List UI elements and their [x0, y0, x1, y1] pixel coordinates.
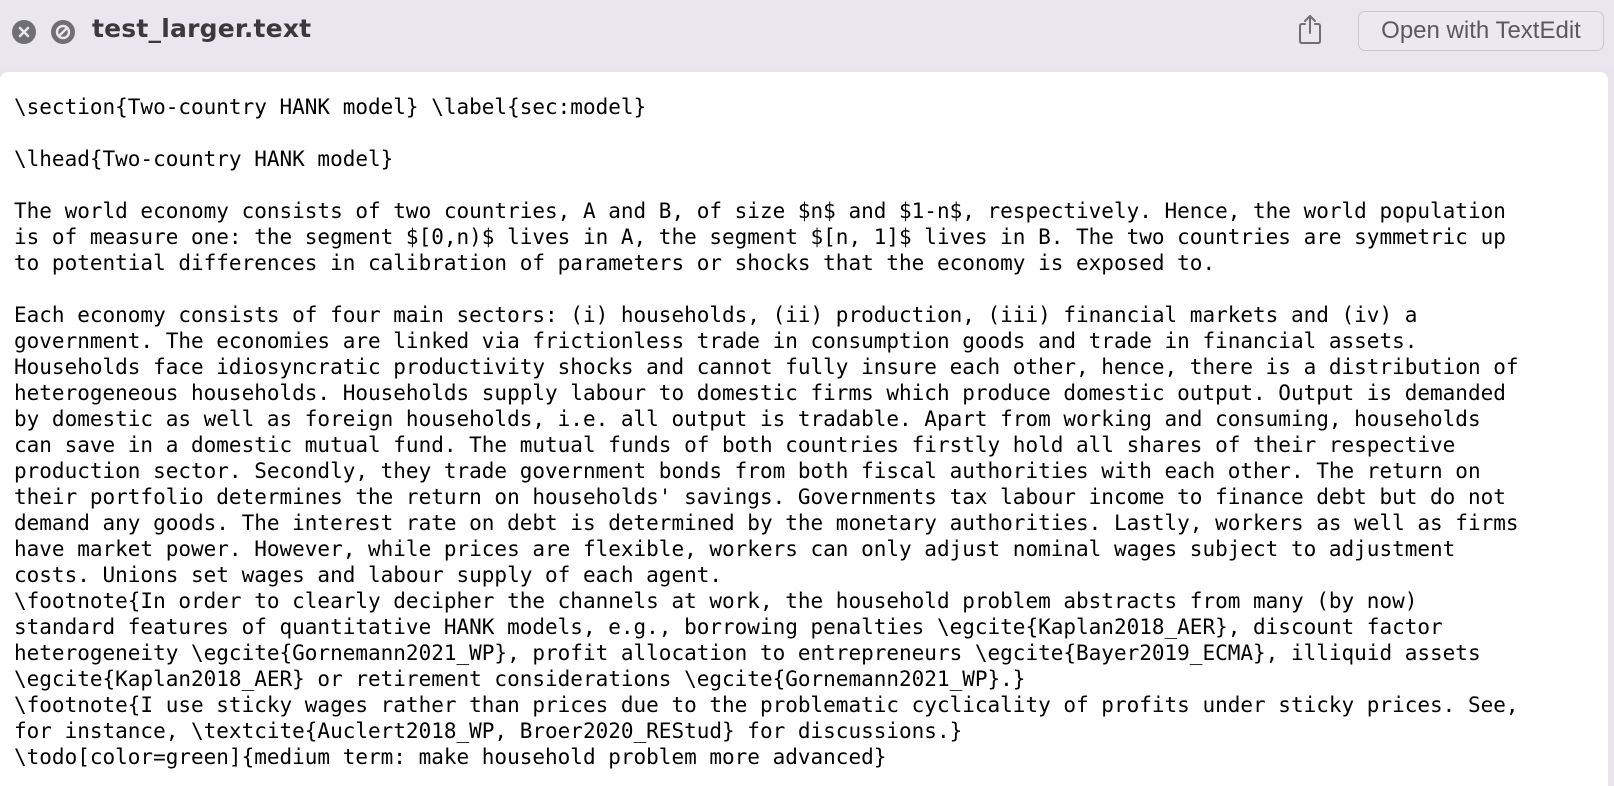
text-line: by domestic as well as foreign households, i.e. all output is tradable. Apart from working and consuming, households: [14, 407, 1481, 431]
text-line: government. The economies are linked via frictionless trade in consumption goods and trade in financial assets.: [14, 329, 1418, 353]
open-with-textedit-button[interactable]: Open with TextEdit: [1358, 11, 1604, 51]
text-line: costs. Unions set wages and labour supply of each agent.: [14, 563, 723, 587]
text-line: is of measure one: the segment $[0,n)$ lives in A, the segment $[n, 1]$ lives in B. The two countries are symmetric up: [14, 225, 1506, 249]
disable-button[interactable]: [51, 20, 75, 44]
title-bar: [0, 0, 1614, 68]
document-text: [14, 94, 1519, 770]
text-line: Each economy consists of four main sectors: (i) households, (ii) production, (iii) financial markets and (iv) a: [14, 303, 1418, 327]
text-line: can save in a domestic mutual fund. The mutual funds of both countries firstly hold all shares of their respective: [14, 433, 1456, 457]
window-title: test_larger.text: [92, 14, 312, 43]
text-line: their portfolio determines the return on households' savings. Governments tax labour income to finance debt but do not: [14, 485, 1506, 509]
share-icon: [1296, 13, 1324, 49]
text-line: to potential differences in calibration of parameters or shocks that the economy is exposed to.: [14, 251, 1216, 275]
text-line: Households face idiosyncratic productivity shocks and cannot fully insure each other, hence, there is a distribution of: [14, 355, 1519, 379]
document-preview[interactable]: [0, 72, 1608, 786]
text-line: The world economy consists of two countries, A and B, of size $n$ and $1-n$, respectively. Hence, the world population: [14, 199, 1506, 223]
share-button[interactable]: [1294, 14, 1326, 48]
disable-icon: [51, 20, 75, 44]
text-line: \todo[color=green]{medium term: make household problem more advanced}: [14, 745, 887, 769]
text-line: standard features of quantitative HANK models, e.g., borrowing penalties \egcite{Kaplan2018_AER}, discount factor: [14, 615, 1443, 639]
text-line: \egcite{Kaplan2018_AER} or retirement considerations \egcite{Gornemann2021_WP}.}: [14, 667, 1026, 691]
text-line: demand any goods. The interest rate on debt is determined by the monetary authorities. Lastly, workers as well as firms: [14, 511, 1519, 535]
text-line: \footnote{In order to clearly decipher the channels at work, the household problem abstracts from many (by now): [14, 589, 1418, 613]
close-icon: [12, 20, 36, 44]
text-line: production sector. Secondly, they trade government bonds from both fiscal authorities with each other. The return on: [14, 459, 1481, 483]
text-line: \footnote{I use sticky wages rather than prices due to the problematic cyclicality of profits under sticky prices. See,: [14, 693, 1519, 717]
text-line: heterogeneous households. Households supply labour to domestic firms which produce domestic output. Output is demanded: [14, 381, 1506, 405]
text-line: heterogeneity \egcite{Gornemann2021_WP}, profit allocation to entrepreneurs \egcite{Bayer2019_ECMA}, illiquid assets: [14, 641, 1481, 665]
close-button[interactable]: [12, 20, 36, 44]
text-line: \lhead{Two-country HANK model}: [14, 147, 394, 171]
text-line: for instance, \textcite{Auclert2018_WP, Broer2020_REStud} for discussions.}: [14, 719, 963, 743]
text-line: \section{Two-country HANK model} \label{sec:model}: [14, 95, 647, 119]
text-line: have market power. However, while prices are flexible, workers can only adjust nominal wages subject to adjustment: [14, 537, 1456, 561]
